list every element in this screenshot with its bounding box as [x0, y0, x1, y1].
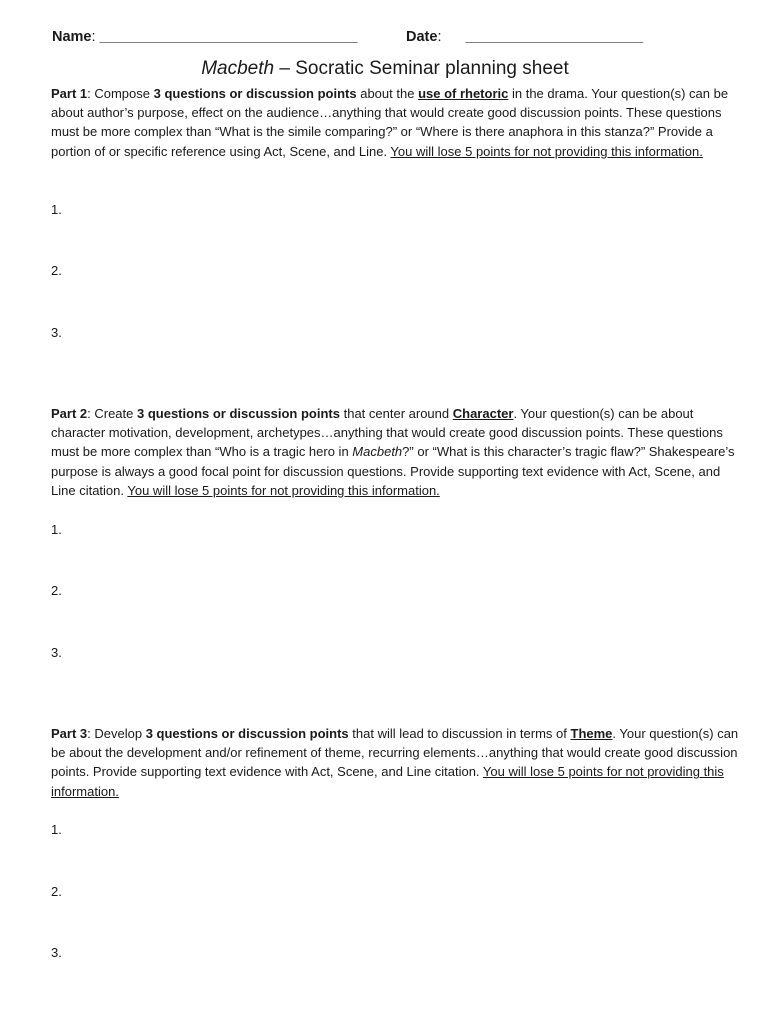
part2-number-1: 1. — [51, 522, 62, 537]
part3-number-2: 2. — [51, 884, 62, 899]
part1-number-1: 1. — [51, 202, 62, 217]
part2-text: : Create — [87, 406, 137, 421]
part2-warning: You will lose 5 points for not providing this information. — [127, 482, 440, 498]
part1-number-2: 2. — [51, 263, 62, 278]
part2-label: Part 2 — [51, 406, 88, 421]
part2-instructions — [51, 404, 741, 500]
part3-label: Part 3 — [51, 726, 88, 741]
part3-number-3: 3. — [51, 945, 62, 960]
part2-text: that center around — [339, 406, 453, 421]
part1-topic: use of rhetoric — [418, 86, 509, 101]
part2-number-2: 2. — [51, 583, 62, 598]
part1-label: Part 1 — [51, 86, 88, 101]
part3-emphasis: 3 questions or discussion points — [145, 726, 349, 741]
date-label: Date — [406, 29, 438, 45]
part2-text: . Your question(s) can be about character motivation, development, archetypes…anything that would create good discussion points. These questions must be more complex than “Who is a tragic hero in — [51, 406, 723, 460]
header-line — [52, 29, 742, 45]
date-blank: ______________________ — [465, 29, 644, 45]
part3-number-1: 1. — [51, 822, 62, 837]
part1-text: about the — [356, 86, 419, 101]
part3-instructions — [51, 724, 741, 801]
part1-text: : Compose — [87, 86, 154, 101]
part2-topic: Character — [452, 406, 514, 421]
part1-text: in the drama. Your question(s) can be about author’s purpose, effect on the audience…anything that would create good discussion points. These questions must be more complex than “What is the simile comparing?” or “Where is there anaphora in this stanza?” Provide a portion of or specific reference using Act, Scene, and Line. — [51, 86, 729, 159]
name-field: Name: ________________________________ — [52, 29, 358, 45]
part3-warning: You will lose 5 points for not providing this information. — [51, 764, 724, 799]
part2-text: ?” or “What is this character’s tragic flaw?” Shakespeare’s purpose is always a good focal point for discussion questions. Provide supporting text evidence with Act, Scene, and Line citation. — [51, 444, 735, 498]
part1-number-3: 3. — [51, 325, 62, 340]
part1-instructions — [51, 84, 741, 161]
part1-emphasis: 3 questions or discussion points — [153, 86, 357, 101]
part3-text: that will lead to discussion in terms of — [348, 726, 571, 741]
part3-topic: Theme — [570, 726, 613, 741]
part3-text: . Your question(s) can be about the development and/or refinement of theme, recurring elements…anything that would create good discussion points. Provide supporting text evidence with Act, Scene, and Line citation. — [51, 726, 739, 780]
part3-text: : Develop — [87, 726, 146, 741]
page-title — [0, 58, 770, 80]
title-play: Macbeth — [201, 58, 275, 79]
part1-warning: You will lose 5 points for not providing this information. — [390, 143, 703, 159]
name-blank: ________________________________ — [99, 29, 358, 45]
title-rest: – Socratic Seminar planning sheet — [274, 58, 569, 79]
part2-emphasis: 3 questions or discussion points — [137, 406, 340, 421]
date-field: Date: ______________________ — [406, 29, 644, 45]
name-label: Name — [52, 29, 92, 45]
part2-play-title: Macbeth — [352, 444, 403, 460]
part2-number-3: 3. — [51, 645, 62, 660]
